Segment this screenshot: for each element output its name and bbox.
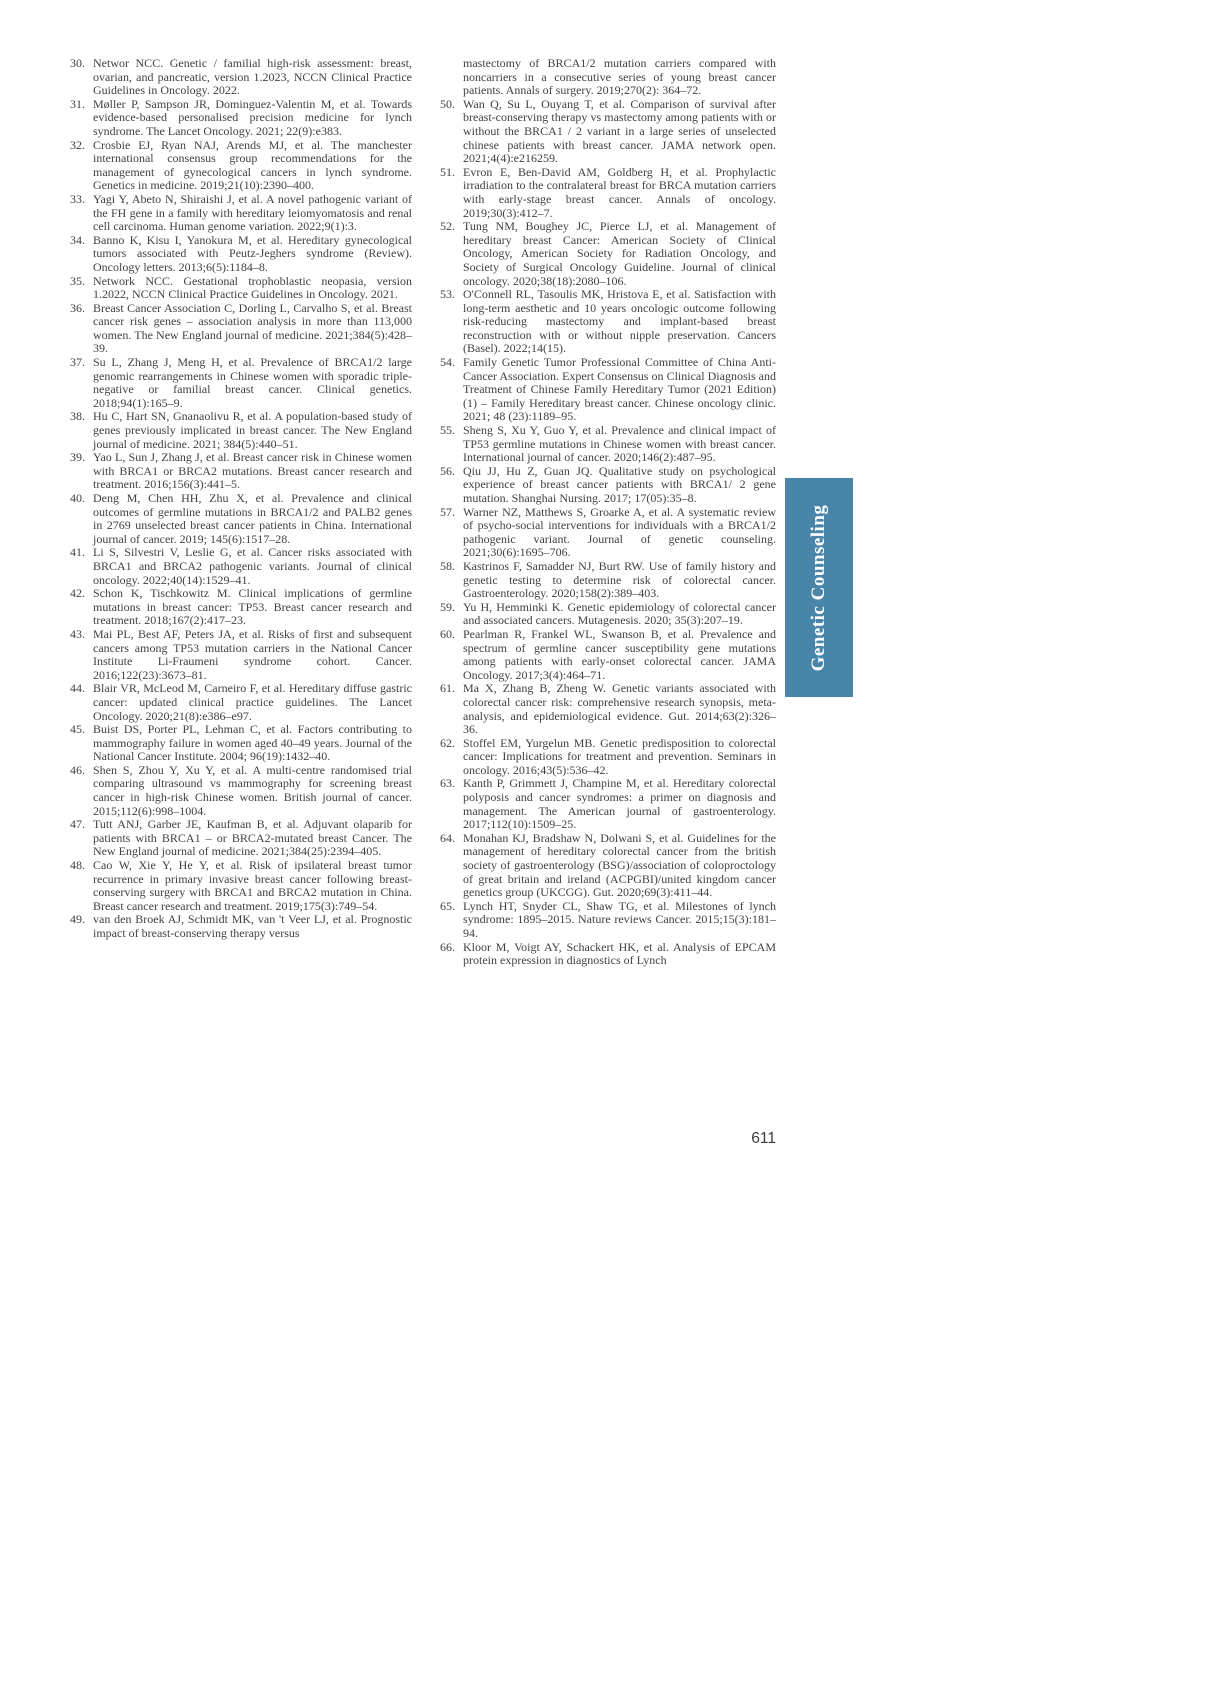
reference-text: Crosbie EJ, Ryan NAJ, Arends MJ, et al. The manchester international consensus group recommendations for the management of gynecological cancers in lynch syndrome. Genetics in medicine. 2019;21(10):2390–400. [93, 137, 412, 193]
reference-text: van den Broek AJ, Schmidt MK, van 't Veer LJ, et al. Prognostic impact of breast-conserving therapy versus [93, 912, 412, 940]
reference-number: 41. [70, 545, 85, 560]
reference-entry [440, 166, 776, 220]
reference-entry [70, 302, 412, 356]
reference-entry [440, 57, 776, 98]
reference-entry [440, 465, 776, 506]
reference-number: 33. [70, 191, 85, 206]
references-left-column [70, 57, 412, 941]
reference-entry [70, 628, 412, 682]
reference-number: 35. [70, 273, 85, 288]
reference-number: 40. [70, 491, 85, 505]
reference-entry [70, 546, 412, 587]
reference-number: 59. [440, 599, 455, 614]
reference-text: Wan Q, Su L, Ouyang T, et al. Comparison of survival after breast-conserving therapy vs mastectomy among patients with or without the BRCA1 / 2 variant in a large series of unselected chinese patients with breast cancer. JAMA network open. 2021;4(4):e216259. [463, 96, 776, 166]
reference-text: Banno K, Kisu I, Yanokura M, et al. Hereditary gynecological tumors associated with Peutz-Jeghers syndrome (Review). Oncology letters. 2013;6(5):1184–8. [93, 232, 412, 274]
reference-text: Mai PL, Best AF, Peters JA, et al. Risks of first and subsequent cancers among TP53 mutation carriers in the National Cancer Institute Li-Fraumeni syndrome cohort. Cancer. 2016;122(23):3673–81. [93, 626, 412, 682]
reference-entry [70, 193, 412, 234]
reference-entry [440, 628, 776, 682]
reference-text: Shen S, Zhou Y, Xu Y, et al. A multi-centre randomised trial comparing ultrasound vs mammography for screening breast cancer in high-risk Chinese women. British journal of cancer. 2015;112(6):998–1004. [93, 762, 412, 818]
reference-entry [70, 356, 412, 410]
reference-text: Evron E, Ben-David AM, Goldberg H, et al. Prophylactic irradiation to the contralateral breast for BRCA mutation carriers with early-stage breast cancer. Annals of oncology. 2019;30(3):412–7. [463, 164, 776, 220]
reference-number: 63. [440, 776, 455, 791]
reference-entry [440, 506, 776, 560]
reference-number: 61. [440, 681, 455, 696]
reference-entry [70, 492, 412, 546]
reference-number: 47. [70, 817, 85, 832]
reference-entry [440, 900, 776, 941]
reference-entry [440, 356, 776, 424]
reference-entry [70, 139, 412, 193]
reference-number: 55. [440, 423, 455, 438]
reference-entry [440, 98, 776, 166]
reference-text: Kanth P, Grimmett J, Champine M, et al. Hereditary colorectal polyposis and cancer syndromes: a primer on diagnosis and management. The American journal of gastroenterology. 2017;112(10):1509–25. [463, 776, 776, 832]
reference-entry [440, 737, 776, 778]
reference-number: 43. [70, 626, 85, 641]
reference-number: 65. [440, 898, 455, 913]
reference-text: Networ NCC. Genetic / familial high-risk assessment: breast, ovarian, and pancreatic, version 1.2023, NCCN Clinical Practice Guidelines in Oncology. 2022. [93, 56, 412, 98]
reference-entry [440, 288, 776, 356]
reference-text: Schon K, Tischkowitz M. Clinical implications of germline mutations in breast cancer: TP53. Breast cancer research and treatment. 2018;167(2):417–23. [93, 586, 412, 628]
reference-text: Buist DS, Porter PL, Lehman C, et al. Factors contributing to mammography failure in women aged 40–49 years. Journal of the National Cancer Institute. 2004; 96(19):1432–40. [93, 722, 412, 764]
reference-text: Monahan KJ, Bradshaw N, Dolwani S, et al. Guidelines for the management of hereditary colorectal cancer from the british society of gastroenterology (BSG)/association of coloproctology of great britain and ireland (ACPGBI)/united kingdom cancer genetics group (UKCGG). Gut. 2020;69(3):411–44. [463, 830, 776, 900]
reference-number: 38. [70, 409, 85, 424]
reference-text: Deng M, Chen HH, Zhu X, et al. Prevalence and clinical outcomes of germline mutations in BRCA1/2 and PALB2 genes in 2769 unselected breast cancer patients in China. International journal of cancer. 2019; 145(6):1517–28. [93, 491, 412, 546]
reference-number: 66. [440, 939, 455, 954]
reference-text: Breast Cancer Association C, Dorling L, Carvalho S, et al. Breast cancer risk genes – association analysis in more than 113,000 women. The New England journal of medicine. 2021;384(5):428–39. [93, 300, 412, 356]
reference-text: Yagi Y, Abeto N, Shiraishi J, et al. A novel pathogenic variant of the FH gene in a family with hereditary leiomyomatosis and renal cell carcinoma. Human genome variation. 2022;9(1):3. [93, 191, 412, 234]
reference-number: 57. [440, 504, 455, 519]
reference-text: mastectomy of BRCA1/2 mutation carriers compared with noncarriers in a consecutive series of young breast cancer patients. Annals of surgery. 2019;270(2): 364–72. [463, 56, 776, 98]
reference-number: 53. [440, 287, 455, 302]
reference-entry [70, 682, 412, 723]
reference-text: Tutt ANJ, Garber JE, Kaufman B, et al. Adjuvant olaparib for patients with BRCA1 – or BRCA2-mutated breast Cancer. The New England journal of medicine. 2021;384(25):2394–405. [93, 817, 412, 859]
reference-text: Kastrinos F, Samadder NJ, Burt RW. Use of family history and genetic testing to determine risk of colorectal cancer. Gastroenterology. 2020;158(2):389–403. [463, 558, 776, 601]
reference-number: 46. [70, 762, 85, 777]
reference-entry [70, 913, 412, 940]
reference-text: Lynch HT, Snyder CL, Shaw TG, et al. Milestones of lynch syndrome: 1895–2015. Nature reviews Cancer. 2015;15(3):181–94. [463, 898, 776, 940]
reference-text: Stoffel EM, Yurgelun MB. Genetic predisposition to colorectal cancer: Implications for treatment and prevention. Seminars in oncology. 2016;43(5):536–42. [463, 735, 776, 777]
reference-entry [70, 234, 412, 275]
reference-number: 48. [70, 858, 85, 873]
reference-entry [440, 601, 776, 628]
reference-number: 60. [440, 626, 455, 641]
reference-entry [440, 682, 776, 736]
reference-entry [70, 57, 412, 98]
reference-text: Yu H, Hemminki K. Genetic epidemiology of colorectal cancer and associated cancers. Mutagenesis. 2020; 35(3):207–19. [463, 599, 776, 628]
reference-entry [440, 424, 776, 465]
page-number: 611 [751, 1130, 776, 1147]
reference-entry [440, 832, 776, 900]
reference-number: 64. [440, 830, 455, 845]
reference-entry [70, 410, 412, 451]
reference-number: 51. [440, 164, 455, 179]
reference-entry [440, 941, 776, 968]
reference-text: Tung NM, Boughey JC, Pierce LJ, et al. Management of hereditary breast Cancer: American Society of Clinical Oncology, American Society for Radiation Oncology, and Society of Surgical Oncology Guideline. Journal of clinical oncology. 2020;38(18):2080–106. [463, 219, 776, 288]
reference-entry [440, 560, 776, 601]
reference-number: 37. [70, 355, 85, 370]
reference-number: 50. [440, 96, 455, 111]
reference-entry [440, 220, 776, 288]
reference-number: 49. [70, 912, 85, 927]
reference-text: Pearlman R, Frankel WL, Swanson B, et al. Prevalence and spectrum of germline cancer susceptibility gene mutations among patients with early-onset colorectal cancer. JAMA Oncology. 2017;3(4):464–71. [463, 626, 776, 682]
reference-entry [70, 275, 412, 302]
reference-number: 58. [440, 558, 455, 573]
reference-number: 39. [70, 450, 85, 465]
reference-entry [70, 818, 412, 859]
references-right-column [440, 57, 776, 968]
reference-number: 36. [70, 300, 85, 315]
reference-number: 45. [70, 722, 85, 737]
reference-text: Warner NZ, Matthews S, Groarke A, et al. A systematic review of psycho-social interventions for individuals with a BRCA1/2 pathogenic variant. Journal of genetic counseling. 2021;30(6):1695–706. [463, 504, 776, 560]
reference-entry [70, 451, 412, 492]
reference-entry [70, 859, 412, 913]
reference-text: Møller P, Sampson JR, Dominguez-Valentin M, et al. Towards evidence-based personalised precision medicine for lynch syndrome. The Lancet Oncology. 2021; 22(9):e383. [93, 96, 412, 138]
reference-number: 34. [70, 232, 85, 247]
reference-text: Cao W, Xie Y, He Y, et al. Risk of ipsilateral breast tumor recurrence in primary invasive breast cancer following breast-conserving surgery with BRCA1 and BRCA2 mutation in China. Breast cancer research and treatment. 2019;175(3):749–54. [93, 858, 412, 913]
reference-text: O'Connell RL, Tasoulis MK, Hristova E, et al. Satisfaction with long-term aesthetic and 10 years oncologic outcome following risk-reducing mastectomy and implant-based breast reconstruction with or without nipple preservation. Cancers (Basel). 2022;14(15). [463, 287, 776, 356]
reference-text: Hu C, Hart SN, Gnanaolivu R, et al. A population-based study of genes previously implicated in breast cancer. The New England journal of medicine. 2021; 384(5):440–51. [93, 409, 412, 451]
reference-text: Qiu JJ, Hu Z, Guan JQ. Qualitative study on psychological experience of breast cancer patients with BRCA1/ 2 gene mutation. Shanghai Nursing. 2017; 17(05):35–8. [463, 463, 776, 505]
reference-text: Ma X, Zhang B, Zheng W. Genetic variants associated with colorectal cancer risk: comprehensive research synopsis, meta-analysis, and epidemiological evidence. Gut. 2014;63(2):326–36. [463, 681, 776, 737]
reference-number: 42. [70, 586, 85, 601]
reference-number: 30. [70, 56, 85, 70]
reference-number: 56. [440, 463, 455, 478]
reference-number: 32. [70, 137, 85, 152]
reference-entry [70, 723, 412, 764]
reference-text: Family Genetic Tumor Professional Committee of China Anti-Cancer Association. Expert Consensus on Clinical Diagnosis and Treatment of Chinese Family Hereditary Tumor (2021 Edition) (1) – Family Hereditary breast cancer. Chinese oncology clinic. 2021; 48 (23):1189–95. [463, 355, 776, 424]
reference-text: Network NCC. Gestational trophoblastic neopasia, version 1.2022, NCCN Clinical Practice Guidelines in Oncology. 2021. [93, 273, 412, 302]
reference-number: 62. [440, 735, 455, 750]
reference-number: 44. [70, 681, 85, 696]
reference-number: 31. [70, 96, 85, 111]
reference-entry [70, 764, 412, 818]
reference-entry [70, 98, 412, 139]
reference-text: Yao L, Sun J, Zhang J, et al. Breast cancer risk in Chinese women with BRCA1 or BRCA2 mutations. Breast cancer research and treatment. 2016;156(3):441–5. [93, 450, 412, 492]
reference-number: 52. [440, 219, 455, 234]
reference-number: 54. [440, 355, 455, 370]
reference-entry [440, 777, 776, 831]
reference-text: Kloor M, Voigt AY, Schackert HK, et al. Analysis of EPCAM protein expression in diagnostics of Lynch [463, 939, 776, 968]
genetic-counseling-tab-label: Genetic Counseling [808, 504, 829, 671]
genetic-counseling-section-tab [785, 478, 853, 697]
reference-entry [70, 587, 412, 628]
reference-text: Su L, Zhang J, Meng H, et al. Prevalence of BRCA1/2 large genomic rearrangements in Chinese women with sporadic triple-negative or familial breast cancer. Clinical genetics. 2018;94(1):165–9. [93, 355, 412, 410]
reference-text: Li S, Silvestri V, Leslie G, et al. Cancer risks associated with BRCA1 and BRCA2 pathogenic variants. Journal of clinical oncology. 2022;40(14):1529–41. [93, 545, 412, 587]
reference-text: Blair VR, McLeod M, Carneiro F, et al. Hereditary diffuse gastric cancer: updated clinical practice guidelines. The Lancet Oncology. 2020;21(8):e386–e97. [93, 681, 412, 723]
reference-text: Sheng S, Xu Y, Guo Y, et al. Prevalence and clinical impact of TP53 germline mutations in Chinese women with breast cancer. International journal of cancer. 2020;146(2):487–95. [463, 423, 776, 465]
